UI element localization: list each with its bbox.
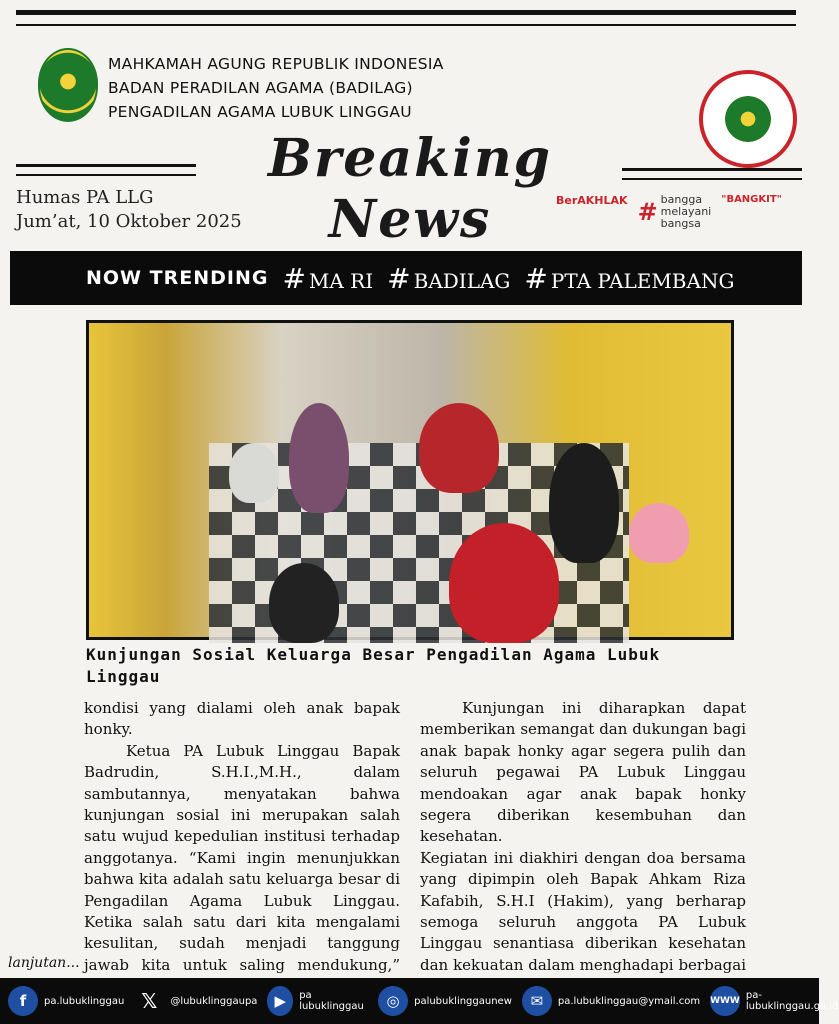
byline [16,186,242,234]
trending-tag-text: MA RI [308,268,374,293]
facebook-icon: f [8,986,38,1016]
hashtag-icon: # [282,261,306,295]
footer-instagram[interactable] [378,986,512,1016]
photo-person [229,443,279,503]
berakhlak-badge: BerAKHLAK [556,194,628,207]
headline-rule-right-2 [622,178,802,180]
event-photo [86,320,734,640]
photo-person [629,503,689,563]
footer-email[interactable] [522,986,700,1016]
article-paragraph: Kunjungan ini diharapkan dapat memberikan semangat dan dukungan bagi anak bapak honky agar segera pulih dan seluruh pegawai PA Lubuk Linggau mendoakan agar anak bapak honky segera diberikan kesembuhan dan kesehatan. [420,699,746,846]
footer-social-bar [0,978,839,1024]
trending-bar [10,251,802,305]
facebook-handle: pa.lubuklinggau [44,995,125,1007]
article-paragraph: Ketua PA Lubuk Linggau Bapak Badrudin, S.H.I.,M.H., dalam sambutannya, menyatakan bahwa kunjungan sosial ini merupakan salah satu wujud kepedulian institusi terhadap anggotanya. “Kami ingin menunjukkan bahwa kita adalah satu keluarga besar di Pengadilan Agama Lubuk Linggau. Ketika salah satu dari kita mengalami kesulitan, sudah menjadi tanggung jawab kita untuk saling mendukung,” [84,741,400,974]
youtube-icon: ▶ [267,986,293,1016]
seal-emblem [725,96,771,142]
hashtag-icon: # [524,261,548,295]
instagram-icon: ◎ [378,986,408,1016]
x-handle: @lubuklinggaupa [170,995,258,1007]
top-rule-thin [16,24,796,26]
trending-label: NOW TRENDING [86,267,269,289]
bangga-line-2: melayani [660,205,712,218]
photo-person [419,403,499,493]
website-url: pa-lubuklinggau.go.id [745,990,839,1012]
source-label: Humas PA LLG [16,187,154,208]
publish-date: Jum’at, 10 Oktober 2025 [16,211,242,232]
footer-x[interactable] [134,986,257,1016]
footer-youtube[interactable] [267,986,368,1016]
article-column-left [84,698,400,998]
trending-tag-ma-ri[interactable] [282,262,373,295]
headline-rule-right-1 [622,168,802,171]
footer-website[interactable] [710,986,838,1016]
photo-caption: Kunjungan Sosial Keluarga Besar Pengadilan Agama Lubuk Linggau [86,645,661,686]
hashtag-icon: # [387,261,411,295]
photo-person [289,403,349,513]
photo-person [269,563,339,643]
bangga-melayani-bangsa-badge [638,194,712,230]
trending-tag-badilag[interactable] [387,262,510,295]
bangkit-badge: "BANGKIT" [721,194,782,205]
value-badges [556,194,808,230]
article-paragraph: kondisi yang dialami oleh anak bapak honky. [84,699,400,739]
institution-line-1: MAHKAMAH AGUNG REPUBLIK INDONESIA [108,55,444,73]
photo-person [549,443,619,563]
trending-tag-pta-palembang[interactable] [524,262,734,295]
bangga-line-3: bangsa [660,217,701,230]
instagram-handle: palubuklinggaunew [414,995,512,1007]
article-column-right [420,698,746,998]
footer-facebook[interactable] [8,986,124,1016]
x-icon: 𝕏 [134,986,164,1016]
pa-lubuk-linggau-seal [699,70,797,168]
photo-person [449,523,559,643]
continued-label: lanjutan... [8,955,80,971]
headline-rule-left-2 [16,174,196,176]
globe-icon: WWW [710,986,740,1016]
article-paragraph: Kegiatan ini diakhiri dengan doa bersama yang dipimpin oleh Bapak Ahkam Riza Kafabih, S.H.I (Hakim), yang berharap semoga seluruh anggota PA Lubuk Linggau senantiasa diberikan kesehatan dan kekuatan dalam menghadapi berbagai [420,848,746,974]
institution-line-2: BADAN PERADILAN AGAMA (BADILAG) [108,79,413,97]
youtube-handle: pa lubuklinggau [299,990,364,1012]
hashtag-icon: # [637,198,658,226]
trending-tag-text: BADILAG [413,268,511,293]
headline-rule-left-1 [16,164,196,167]
email-icon: ✉ [522,986,552,1016]
institution-line-3: PENGADILAN AGAMA LUBUK LINGGAU [108,103,412,121]
institution-block [108,52,444,124]
mahkamah-agung-logo [38,48,98,122]
email-address: pa.lubuklinggau@ymail.com [557,995,701,1007]
headline: Breaking News [267,128,553,250]
bangga-line-1: bangga [660,193,703,206]
trending-tag-text: PTA PALEMBANG [550,268,735,293]
top-rule-thick [16,10,796,15]
